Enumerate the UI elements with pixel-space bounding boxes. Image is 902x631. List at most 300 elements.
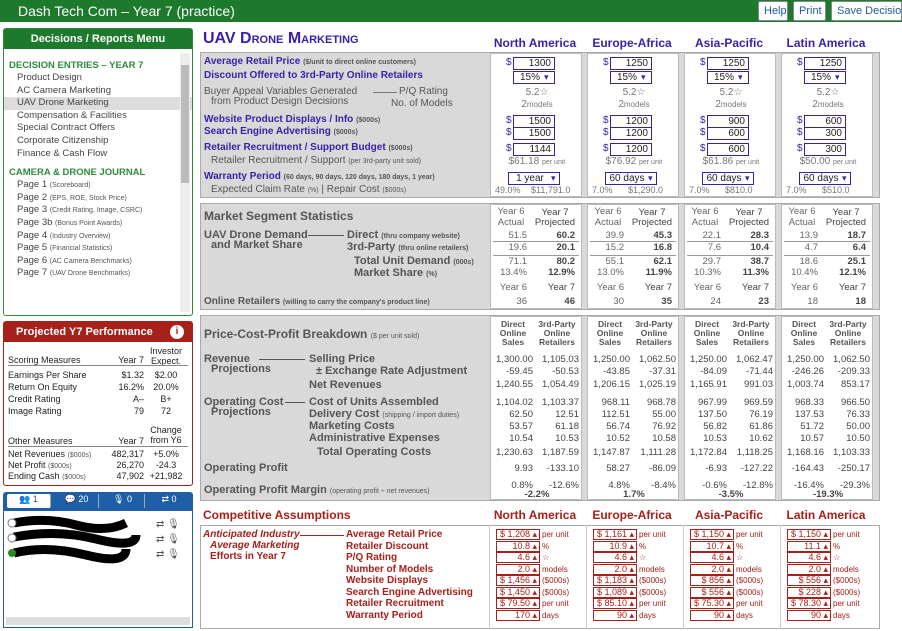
mss-share-units: (%) — [426, 271, 438, 278]
price-input[interactable]: 1300 — [513, 57, 555, 70]
price-input[interactable]: 1250 — [707, 57, 749, 70]
repair-cost: $810.0 — [725, 185, 753, 195]
retweet-icon: ⇄ — [161, 494, 169, 504]
label-recs-units: (per 3rd-party unit sold) — [348, 158, 422, 165]
thirdparty-value: 61.18 — [555, 421, 579, 432]
menu-page-label: Page 6 — [17, 254, 48, 266]
tab-sync-count: 0 — [171, 494, 177, 504]
perf-title: Projected Y7 Performance — [16, 326, 153, 338]
thirdparty-head: 3rd-Party — [538, 319, 576, 329]
repair-cost: $11,791.0 — [531, 185, 571, 195]
comp-input[interactable]: $ 75.30 ▴ — [690, 598, 734, 609]
pcp-opm: Operating Profit Margin — [204, 484, 327, 496]
dollar-sign: $ — [506, 115, 512, 126]
market-segment-panel — [200, 203, 880, 310]
label-appeal2: from Product Design Decisions — [211, 96, 349, 107]
actual-head: Actual — [594, 217, 622, 228]
thirdparty-value: 1,103.33 — [833, 447, 870, 458]
menu-page-item[interactable] — [4, 267, 192, 280]
direct-value: 1,240.55 — [496, 379, 533, 390]
warranty-select[interactable]: 60 days — [605, 172, 657, 185]
perf-other-measure: Net Revenues — [8, 449, 66, 459]
pq-value: 5.2 — [719, 87, 734, 98]
mss-demand2: and Market Share — [211, 239, 303, 251]
scrollbar-thumb[interactable] — [181, 65, 189, 183]
info-icon[interactable]: i — [170, 325, 184, 339]
thirdparty-value: 76.92 — [652, 421, 676, 432]
label-price-note: ($/unit to direct online customers) — [303, 59, 416, 66]
chevron-down-icon: ▾ — [648, 173, 653, 183]
menu-page-note: (Scoreboard) — [49, 182, 91, 190]
actual-head: Actual — [691, 217, 719, 228]
web-input[interactable]: 1200 — [610, 115, 652, 128]
comp-input[interactable]: 90 ▴ — [593, 610, 637, 621]
thirdparty-value: 61.86 — [749, 421, 773, 432]
comp-region-heading: North America — [493, 508, 577, 522]
comp-unit: ($000s) — [833, 587, 861, 597]
direct-head: Direct — [694, 319, 720, 329]
thirdparty-value: 969.59 — [743, 397, 773, 408]
pcp-rev1: Revenue — [204, 353, 250, 365]
perf-other-units: ($000s) — [67, 452, 92, 459]
thirdparty-value: -37.31 — [649, 366, 676, 377]
player-tabs — [3, 492, 193, 510]
segment-column — [781, 204, 873, 309]
year6-value: 7.6 — [707, 242, 721, 253]
comp-input[interactable]: 170 ▴ — [496, 610, 540, 621]
comp-input[interactable]: $ 856 ▴ — [690, 575, 734, 586]
models-unit: models — [720, 100, 747, 109]
comp-region-heading: Europe-Africa — [592, 508, 672, 522]
pcp-rev2: Projections — [211, 363, 271, 375]
models-count — [782, 99, 874, 110]
comp-input[interactable]: $ 1,150 ▴ — [690, 529, 734, 540]
players-scrollbar[interactable] — [6, 617, 190, 625]
year7-head: Year 7 — [541, 207, 569, 218]
year7-value: 6.4 — [852, 242, 866, 253]
comp-input[interactable]: $ 79.50 ▴ — [496, 598, 540, 609]
dollar-sign: $ — [506, 127, 512, 138]
print-button[interactable]: Print — [793, 1, 826, 21]
comp-input[interactable]: 10.7 ▴ — [690, 541, 734, 552]
comp-unit: models — [736, 564, 762, 574]
menu-page-note: (Bonus Point Awards) — [55, 219, 123, 227]
comp-unit: ($000s) — [639, 576, 667, 585]
direct-head: Sales — [695, 337, 719, 347]
year7-value: 60.2 — [556, 230, 575, 241]
perf-other-year7: 26,270 — [116, 460, 144, 470]
sea-input[interactable]: 600 — [707, 127, 749, 140]
menu-page-note: (UAV Drone Benchmarks) — [49, 270, 131, 278]
comp-input[interactable]: $ 1,150 ▴ — [787, 529, 831, 540]
comp-unit: ($000s) — [639, 587, 667, 597]
pcp-mc: Marketing Costs — [309, 420, 395, 432]
star-icon: ☆ — [636, 87, 646, 98]
price-input[interactable]: 1250 — [804, 57, 846, 70]
comp-input[interactable]: $ 1,208 ▴ — [496, 529, 540, 540]
discount-select[interactable]: 15% — [610, 71, 652, 84]
dollar-sign: $ — [797, 127, 803, 138]
mss-online-note: (willing to carry the company's product line) — [282, 299, 430, 306]
dollar-sign: $ — [506, 57, 512, 68]
direct-value: 968.33 — [794, 397, 824, 408]
sea-input[interactable]: 300 — [804, 127, 846, 140]
dollar-sign: $ — [700, 143, 706, 154]
tab-messages-count: 20 — [78, 494, 89, 504]
decision-column — [490, 53, 582, 197]
pq-value: 5.2 — [816, 87, 831, 98]
thirdparty-value: 10.53 — [555, 433, 579, 444]
dollar-sign: $ — [603, 57, 609, 68]
thirdparty-head: Online — [543, 328, 571, 338]
year7-value: 11.9% — [645, 267, 672, 278]
warranty-select[interactable]: 60 days — [799, 172, 851, 185]
year7-head: Year 7 — [638, 207, 666, 218]
decision-column — [781, 53, 873, 197]
recruit-support-value: $61.18 — [508, 156, 540, 167]
comp-row-label: Retailer Discount — [346, 540, 429, 552]
perf-other-measure: Ending Cash — [8, 471, 60, 481]
comp-input[interactable]: $ 1,089 ▴ — [593, 587, 637, 598]
chevron-down-icon: ▾ — [738, 72, 743, 82]
thirdparty-value: 1,105.03 — [542, 354, 579, 365]
comp-input[interactable]: 10.8 ▴ — [496, 541, 540, 552]
menu-item[interactable]: Special Contract Offers — [17, 122, 116, 134]
menu-item[interactable]: AC Camera Marketing — [17, 84, 111, 96]
chevron-down-icon: ▾ — [544, 72, 549, 82]
decisions-menu — [3, 28, 193, 316]
label-war: Warranty Period — [204, 171, 281, 182]
menu-item[interactable]: Product Design — [17, 72, 82, 83]
label-price: Average Retail Price — [204, 56, 301, 67]
price-input[interactable]: 1250 — [610, 57, 652, 70]
perf-measure: Image Rating — [8, 406, 62, 416]
direct-value: -246.26 — [791, 366, 824, 377]
segment-column — [587, 204, 679, 309]
recruit-support-value: $50.00 — [799, 156, 831, 167]
thirdparty-value: 991.03 — [743, 379, 773, 390]
year6-value: 10.3% — [694, 267, 721, 278]
mss-title: Market Segment Statistics — [204, 209, 354, 223]
rec-input[interactable]: 1200 — [610, 143, 652, 156]
direct-value: -84.09 — [700, 366, 727, 377]
year7-value: 10.4 — [750, 242, 769, 253]
direct-value: 58.27 — [606, 463, 630, 474]
star-icon: ☆ — [539, 87, 549, 98]
year7-value: 28.3 — [750, 230, 769, 241]
year6-foot: Year 6 — [790, 282, 818, 293]
comp-unit: per unit — [542, 530, 569, 539]
pcp-column — [490, 316, 582, 500]
thirdparty-value: 55.00 — [652, 409, 676, 420]
comp-unit: % — [736, 541, 744, 551]
year6-value: 22.1 — [702, 230, 721, 241]
web-input[interactable]: 1500 — [513, 115, 555, 128]
menu-page-item[interactable] — [4, 230, 192, 243]
perf-head-measures: Scoring Measures — [8, 355, 81, 365]
menu-page-item[interactable] — [4, 255, 192, 268]
year6-head: Year 6 — [497, 206, 525, 217]
menu-item[interactable]: Compensation & Facilities — [17, 109, 127, 121]
rec-input[interactable]: 300 — [804, 143, 846, 156]
pcp-column — [587, 316, 679, 500]
year7-value: 12.1% — [839, 267, 866, 278]
year6-value: 13.4% — [500, 267, 527, 278]
comp-input[interactable]: $ 556 ▴ — [690, 587, 734, 598]
comp-input[interactable]: $ 1,456 ▴ — [496, 575, 540, 586]
menu-page-item[interactable] — [4, 204, 192, 217]
actual-head: Actual — [788, 217, 816, 228]
year7-head: Year 7 — [735, 207, 763, 218]
discount-select[interactable]: 15% — [804, 71, 846, 84]
warranty-select[interactable]: 1 year — [508, 172, 560, 185]
thirdparty-head: 3rd-Party — [829, 319, 867, 329]
year6-head: Year 6 — [594, 206, 622, 217]
mss-share: Market Share — [354, 267, 424, 279]
opm-combined: 1.7% — [623, 489, 645, 500]
tab-audio[interactable] — [101, 494, 145, 508]
direct-head: Online — [596, 328, 624, 338]
models-value: 2 — [812, 99, 818, 110]
direct-value: -16.4% — [793, 480, 824, 491]
comp-input[interactable]: $ 1,183 ▴ — [593, 575, 637, 586]
pcp-column — [684, 316, 776, 500]
year7-value: 18.7 — [847, 230, 866, 241]
pcp-fx: ± Exchange Rate Adjustment — [316, 365, 468, 377]
dollar-sign: $ — [603, 115, 609, 126]
menu-page-item[interactable] — [4, 192, 192, 205]
menu-page-item[interactable] — [4, 179, 192, 192]
comp-input[interactable]: $ 556 ▴ — [787, 575, 831, 586]
year6-value: 18.6 — [799, 256, 818, 267]
tab-audio-count: 0 — [126, 494, 132, 504]
year7-value: 45.3 — [653, 230, 672, 241]
direct-value: 1,250.00 — [593, 354, 630, 365]
mic-icon: 🎙 — [113, 494, 125, 504]
recruit-support-value: $61.86 — [702, 156, 734, 167]
pcp-title: Price-Cost-Profit Breakdown — [204, 327, 368, 341]
comp-unit: % — [542, 541, 550, 551]
comp-input[interactable]: $ 78.30 ▴ — [787, 598, 831, 609]
menu-section-decisions: DECISION ENTRIES – YEAR 7 — [9, 60, 144, 71]
web-input[interactable]: 600 — [804, 115, 846, 128]
thirdparty-head: Retailers — [733, 337, 769, 347]
mss-direct-note: (thru company website) — [381, 233, 460, 240]
comp-input[interactable]: $ 85.10 ▴ — [593, 598, 637, 609]
year7-value: 11.3% — [742, 267, 769, 278]
rec-input[interactable]: 600 — [707, 143, 749, 156]
decision-column — [684, 53, 776, 197]
year6-value: 51.5 — [508, 230, 527, 241]
thirdparty-value: 853.17 — [840, 379, 870, 390]
tab-users[interactable] — [7, 494, 51, 508]
direct-value: 56.74 — [606, 421, 630, 432]
dollar-sign: $ — [603, 143, 609, 154]
perf-row2 — [8, 449, 188, 460]
rec-input[interactable]: 1144 — [513, 143, 555, 156]
menu-page-note: (Industry Overview) — [49, 232, 111, 240]
pcp-oc-connector — [285, 402, 305, 403]
thirdparty-value: 1,054.49 — [542, 379, 579, 390]
comp-unit: ($000s) — [736, 576, 764, 585]
perf-measure: Credit Rating — [8, 394, 61, 404]
thirdparty-value: 1,103.37 — [542, 397, 579, 408]
direct-value: 967.99 — [697, 397, 727, 408]
year7-value: 38.7 — [750, 256, 769, 267]
year6-value: 13.9 — [799, 230, 818, 241]
svg-text:⇄ 🎙: ⇄ 🎙 — [156, 519, 180, 530]
perf-head-expect: Expect. — [150, 356, 181, 366]
year6-value: 4.7 — [804, 242, 818, 253]
discount-select[interactable]: 15% — [513, 71, 555, 84]
comp-input[interactable]: 2.0 ▴ — [593, 564, 637, 575]
warranty-select[interactable]: 60 days — [702, 172, 754, 185]
claim-rate: 7.0% — [689, 185, 710, 195]
comp-input[interactable]: 2.0 ▴ — [496, 564, 540, 575]
comp-unit: days — [736, 610, 753, 620]
menu-item[interactable]: UAV Drone Marketing — [4, 97, 192, 110]
direct-value: 53.57 — [509, 421, 533, 432]
menu-scrollbar[interactable] — [180, 53, 190, 312]
divider — [493, 241, 579, 242]
comp-column — [780, 525, 872, 629]
year7-value: 16.8 — [653, 242, 672, 253]
comp-input[interactable]: $ 228 ▴ — [787, 587, 831, 598]
menu-page-label: Page 1 — [17, 179, 48, 191]
direct-value: 1,250.00 — [690, 354, 727, 365]
label-sea: Search Engine Advertising — [204, 126, 331, 137]
dollar-sign: $ — [797, 57, 803, 68]
direct-head: Sales — [598, 337, 622, 347]
menu-item[interactable]: Corporate Citizenship — [17, 134, 109, 146]
perf-other-units: ($000s) — [48, 463, 72, 470]
perf-other-change: +5.0% — [153, 449, 179, 459]
perf-head-other: Other Measures — [8, 436, 73, 446]
direct-head: Direct — [500, 319, 526, 329]
thirdparty-value: 12.51 — [555, 409, 579, 420]
comp-row-label: Warranty Period — [346, 609, 423, 621]
year6-foot: Year 6 — [596, 282, 624, 293]
models-value: 2 — [715, 99, 721, 110]
perf-other-change: +21,982 — [149, 471, 183, 481]
label-repair-units: ($000s) — [382, 187, 407, 194]
direct-head: Sales — [501, 337, 525, 347]
web-input[interactable]: 900 — [707, 115, 749, 128]
comp-unit: per unit — [736, 530, 763, 539]
discount-select[interactable]: 15% — [707, 71, 749, 84]
menu-page-note: (Credit Rating, Image, CSRC) — [49, 207, 143, 215]
pcp-ae: Administrative Expenses — [309, 432, 440, 444]
tab-sync[interactable] — [147, 494, 191, 508]
opm-combined: -19.3% — [812, 489, 844, 500]
comp-input[interactable]: 90 ▴ — [690, 610, 734, 621]
comp-input[interactable]: 11.1 ▴ — [787, 541, 831, 552]
dollar-sign: $ — [797, 143, 803, 154]
comp-input[interactable]: $ 1,450 ▴ — [496, 587, 540, 598]
perf-other-measure: Net Profit — [8, 460, 46, 470]
year6-value: 55.1 — [605, 256, 624, 267]
comp-unit: per unit — [639, 530, 666, 539]
divider — [784, 241, 870, 242]
thirdparty-value: -250.17 — [837, 463, 870, 474]
thirdparty-value: -127.22 — [740, 463, 773, 474]
comp-input[interactable]: 4.6 ▴ — [787, 552, 831, 563]
thirdparty-value: 76.19 — [749, 409, 773, 420]
perf-expect: $2.00 — [154, 370, 178, 380]
comp-unit: ($000s) — [542, 587, 570, 597]
direct-value: 1,172.84 — [690, 447, 727, 458]
year6-value: 10.4% — [791, 267, 818, 278]
menu-page-item[interactable] — [4, 217, 192, 230]
menu-page-label: Page 4 — [17, 229, 48, 241]
menu-title: Decisions / Reports Menu — [4, 29, 192, 49]
perf-head-investor: Investor — [149, 346, 182, 356]
thirdparty-head: Retailers — [636, 337, 672, 347]
claim-rate: 7.0% — [786, 185, 807, 195]
direct-value: 1,300.00 — [496, 354, 533, 365]
comp-unit: models — [833, 564, 859, 574]
comp-input[interactable]: 2.0 ▴ — [690, 564, 734, 575]
comp-region-heading: Latin America — [786, 508, 866, 522]
menu-page-label: Page 5 — [17, 242, 48, 254]
mss-total-units: (000s) — [453, 259, 474, 266]
perf-other-units: ($000s) — [62, 474, 86, 481]
year6-value: 71.1 — [508, 256, 527, 267]
claim-rate: 7.0% — [592, 185, 613, 195]
thirdparty-value: 1,025.19 — [639, 379, 676, 390]
comp-input[interactable]: 2.0 ▴ — [787, 564, 831, 575]
comp-unit: ☆ — [736, 553, 744, 562]
direct-value: 112.51 — [601, 409, 630, 420]
thirdparty-value: 10.50 — [846, 433, 870, 444]
dollar-sign: $ — [603, 127, 609, 138]
thirdparty-value: -12.6% — [548, 480, 579, 491]
comp-input[interactable]: 4.6 ▴ — [593, 552, 637, 563]
comp-input[interactable]: 4.6 ▴ — [690, 552, 734, 563]
comp-input[interactable]: $ 1,161 ▴ — [593, 529, 637, 540]
menu-page-item[interactable] — [4, 242, 192, 255]
divider — [590, 241, 676, 242]
menu-page-label: Page 3b — [17, 216, 53, 228]
pq-rating — [588, 87, 680, 98]
help-button[interactable]: Help — [758, 1, 788, 21]
tab-messages[interactable] — [55, 494, 99, 508]
comp-unit: days — [542, 610, 559, 620]
recruit-support-per-unit — [685, 156, 777, 167]
comp-input[interactable]: 10.9 ▴ — [593, 541, 637, 552]
perf-other-year7: 482,317 — [111, 449, 144, 459]
perf-year7: $1.32 — [121, 370, 144, 380]
label-discount: Discount Offered to 3rd-Party Online Retailers — [204, 70, 423, 81]
menu-item[interactable]: Finance & Cash Flow — [17, 147, 108, 159]
pcp-column — [781, 316, 873, 500]
sea-input[interactable]: 1200 — [610, 127, 652, 140]
thirdparty-head: 3rd-Party — [635, 319, 673, 329]
direct-head: Direct — [597, 319, 623, 329]
dollar-sign: $ — [797, 115, 803, 126]
chevron-down-icon: ▾ — [641, 72, 646, 82]
projected-head: Projected — [728, 217, 770, 228]
year6-value: 30 — [613, 296, 624, 307]
thirdparty-value: -8.4% — [651, 480, 676, 491]
comp-input[interactable]: 4.6 ▴ — [496, 552, 540, 563]
decisions-panel — [200, 52, 880, 198]
models-value: 2 — [618, 99, 624, 110]
comp-input[interactable]: 90 ▴ — [787, 610, 831, 621]
sea-input[interactable]: 1500 — [513, 127, 555, 140]
year7-value: 62.1 — [653, 256, 672, 267]
save-decisions-button[interactable]: Save Decisio — [831, 1, 902, 21]
